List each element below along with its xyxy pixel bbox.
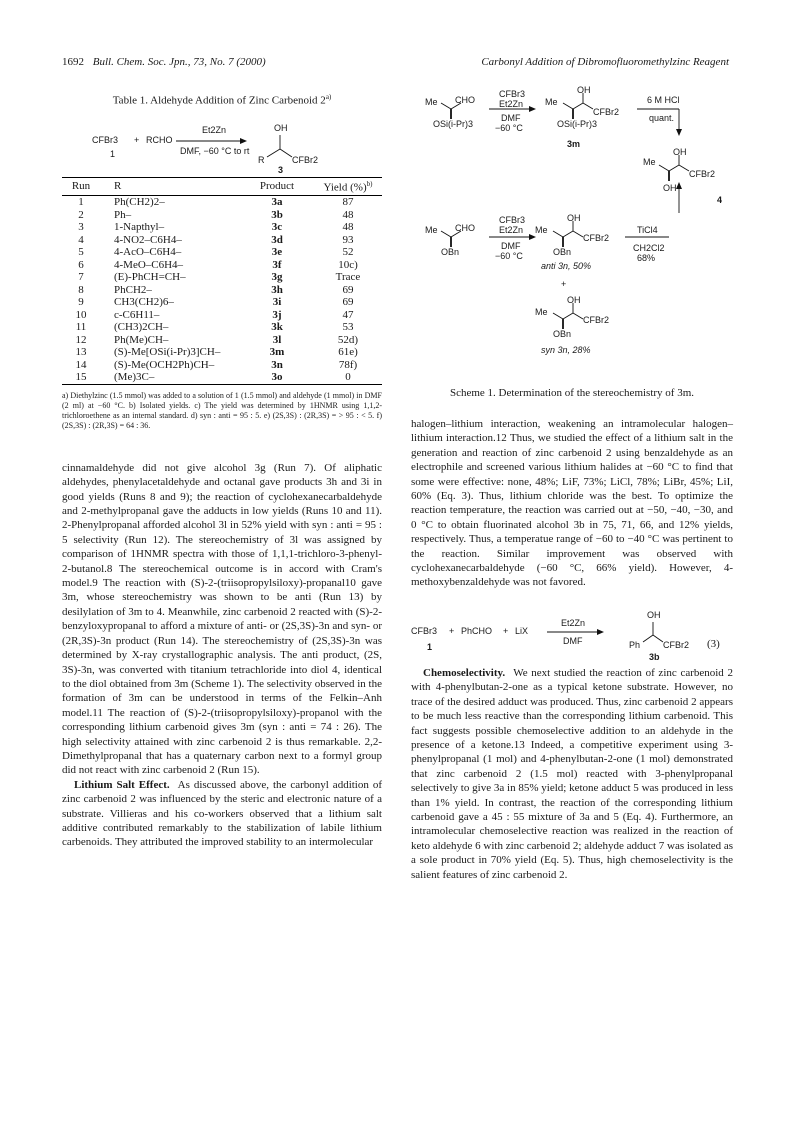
- anti-group: CFBr2: [583, 233, 610, 243]
- cell-r: (Me)3C–: [114, 371, 155, 384]
- cell-r: PhCH2–: [114, 283, 152, 296]
- s1-osi: OSi(i-Pr)3: [433, 119, 473, 129]
- eq3-above: Et2Zn: [561, 617, 586, 628]
- left-paragraph-2: Lithium Salt Effect. As discussed above, the carbonyl addition of zinc carbenoid 2 was influenced by the steric and electronic nature of a substrate. Villieras and his co-workers observed that a lithium salt additive contributed remarkably to the stabilization of labile lithium carbenoids. They attributed the improved stability to an intermolecular: [62, 778, 382, 849]
- cell-run: 6: [78, 258, 84, 271]
- cell-product: 3k: [271, 321, 283, 334]
- cell-yield: Trace: [335, 271, 361, 284]
- page-number: 1692: [62, 56, 84, 68]
- eq-plus: +: [134, 134, 140, 145]
- cell-product: 3d: [271, 233, 283, 246]
- cell-r: 4-AcO–C6H4–: [114, 246, 182, 259]
- table-row: [62, 246, 382, 259]
- s1-cho: CHO: [455, 95, 475, 105]
- eq-product-number: 3: [278, 164, 284, 175]
- cell-yield: 48: [342, 208, 354, 221]
- s1p-osi: OSi(i-Pr)3: [557, 119, 597, 129]
- cell-run: 2: [78, 208, 84, 221]
- diol-oh2: OH: [663, 183, 677, 193]
- s1-me: Me: [425, 97, 438, 107]
- cell-yield: 48: [342, 221, 354, 234]
- cell-run: 4: [78, 233, 84, 246]
- cell-r: (S)-Me[OSi(i-Pr)3]CH–: [114, 346, 221, 359]
- cell-run: 12: [75, 333, 87, 346]
- cell-product: 3i: [272, 296, 282, 309]
- scheme-caption: Scheme 1. Determination of the stereochemistry of 3m.: [449, 387, 695, 399]
- cell-yield: 93: [342, 233, 354, 246]
- s2-me: Me: [425, 225, 438, 235]
- table-row: [62, 284, 382, 297]
- cell-run: 7: [78, 271, 84, 284]
- cell-run: 15: [75, 371, 87, 384]
- eq3-below: DMF: [563, 635, 583, 646]
- left-column: [62, 85, 382, 850]
- cell-run: 5: [78, 246, 84, 259]
- cell-yield: 53: [342, 321, 354, 334]
- section-heading-chemoselectivity: Chemoselectivity.: [423, 666, 506, 679]
- s1p-group: CFBr2: [593, 107, 620, 117]
- syn-oh: OH: [567, 295, 581, 305]
- right-paragraph-2: Chemoselectivity. We next studied the reaction of zinc carbenoid 2 with 4-phenylbutan-2-one as a typical ketone substrate. However, no trace of the desired adduct was produced. Thus, zinc carbenoid 2 appears to be much less reactive than the corresponding lithium carbenoid. This fact suggests possible chemoselective addition to an aldehyde in the presence of a ketone.13 Indeed, a competitive experiment using 3-phenylpropanal (1 mol) and 4-phenylbutan-2-one (1 mol) demonstrated that zinc carbenoid 2 (1.5 mol) reacted with 3-phenylpropanal selectively to give 3a in 85% yield; ketone adduct 5 was produced in less than 1% yield. In contrast, the reaction of the corresponding lithium carbenoid gave a 45 : 55 mixture of 3a and 5 (Eq. 4). Furthermore, an intramolecular chemoselective reaction was realized in the reaction of keto aldehyde 6 with zinc carbenoid 2; aldehyde adduct 7 was isolated as a sole product in 70% yield (Eq. 5). Thus, high chemoselectivity is the salient features of zinc carbenoid 2.: [411, 666, 733, 881]
- cell-run: 14: [75, 358, 87, 371]
- diol-me: Me: [643, 157, 656, 167]
- eq3-plus2: +: [503, 625, 509, 636]
- eq-above-arrow: Et2Zn: [202, 124, 227, 135]
- table-row: [62, 221, 382, 234]
- cell-yield: 0: [345, 371, 351, 384]
- eq-product-r: R: [258, 154, 265, 165]
- eq3-ph: Ph: [629, 639, 641, 650]
- cell-run: 10: [75, 308, 87, 321]
- data-table: [62, 177, 382, 385]
- right-column: [411, 85, 733, 882]
- table-row: [62, 346, 382, 359]
- scheme-plus: +: [561, 279, 567, 289]
- cell-r: 1-Napthyl–: [114, 221, 165, 234]
- col-header-run: Run: [71, 180, 91, 193]
- table-row: [62, 321, 382, 334]
- cell-yield: 52: [342, 246, 354, 259]
- anti-oh: OH: [567, 213, 581, 223]
- table-row: [62, 271, 382, 284]
- cell-product: 3f: [272, 258, 282, 271]
- cell-yield: 87: [342, 196, 354, 209]
- cell-yield: 69: [342, 283, 354, 296]
- s2-cho: CHO: [455, 223, 475, 233]
- cell-r: 4-MeO–C6H4–: [114, 258, 184, 271]
- cell-run: 13: [75, 346, 87, 359]
- cell-r: (CH3)2CH–: [114, 321, 169, 334]
- cell-yield: 47: [342, 308, 354, 321]
- s1-cond-bot: DMF: [501, 113, 521, 123]
- ticl4-bot: 68%: [637, 253, 656, 263]
- table-row: [62, 234, 382, 247]
- eq-product-oh: OH: [274, 122, 288, 133]
- diol-label: 4: [717, 195, 723, 205]
- anti-label: anti 3n, 50%: [541, 261, 592, 271]
- running-header-left: [62, 56, 266, 68]
- syn-group: CFBr2: [583, 315, 610, 325]
- eq-reagent: CFBr3: [92, 134, 119, 145]
- cell-r: Ph–: [114, 208, 132, 221]
- eq-product-group: CFBr2: [292, 154, 319, 165]
- table-caption: Table 1. Aldehyde Addition of Zinc Carbenoid 2$^{a)}$: [112, 93, 332, 107]
- cell-yield: 69: [342, 296, 354, 309]
- cell-run: 3: [78, 221, 84, 234]
- ticl4-mid: CH2Cl2: [633, 243, 665, 253]
- table-row: [62, 196, 382, 209]
- cell-product: 3a: [271, 196, 283, 209]
- left-paragraph-1: cinnamaldehyde did not give alcohol 3g (Run 7). Of aliphatic aldehydes, phenylacetaldehyde and octanal gave products 3h and 3i in good yields (Runs 8 and 9); the reaction of cyclohexanecarbaldehyde and 2-methylpropanal gave the adducts in low yields (Runs 10 and 11). 2-Phenylpropanal afforded alcohol 3l in 52% yield with syn : anti = 95 : 5 selectivity (Run 12). The stereochemistry of 3l was assigned by comparison of 1HNMR spectra with those of 1,1,1-trichloro-3-phenyl-2-butanol.8 The stereochemical outcome is in accord with Cram's model.9 The reaction with (S)-2-(triisopropylsiloxy)-propanal10 gave 3m, whose stereochemistry was shown to be anti (Run 13) by desilylation of 3m to 4. Meanwhile, zinc carbenoid 2 reacted with (S)-2-benzyloxypropanal to afford a mixture of anti- or (2S,3S)-3n and syn- or (2R,3S)-3n product (Run 14). The stereochemistry of (2S,3S)-3n was determined by X-ray crystallographic analysis. The anti product, (2S, 3S)-3n, was converted with titanium tetrachloride into diol 4, identical to the diol obtained from 3m (Scheme 1). The selectivity observed in the formation of 3m can be understood in terms of the Felkin–Anh model.11 The reaction of (S)-2-(triisopropylsiloxy)-propanol with the corresponding lithium carbenoid gives 3m (syn : anti = 74 : 26). The high selectivity attained with zinc carbenoid 2 is thus remarkable. 2,2-Dimethylpropanal that has a quaternary carbon next to a formyl group did not react with zinc carbenoid 2 (Run 15).: [62, 461, 382, 777]
- cell-r: Ph(CH2)2–: [114, 196, 165, 209]
- cell-r: (S)-Me(OCH2Ph)CH–: [114, 358, 215, 371]
- syn-label: syn 3n, 28%: [541, 345, 591, 355]
- cell-product: 3g: [271, 271, 283, 284]
- cell-product: 3o: [271, 371, 283, 384]
- cell-product: 3l: [272, 333, 282, 346]
- equation-3: [411, 604, 733, 660]
- anti-obn: OBn: [553, 247, 572, 257]
- hcl-top: 6 M HCl: [647, 95, 680, 105]
- col-header-product: Product: [259, 180, 295, 193]
- anti-me: Me: [535, 225, 548, 235]
- table-row: [62, 259, 382, 272]
- eq-reagent-number: 1: [110, 148, 116, 159]
- running-title: Carbonyl Addition of Dibromofluoromethylzinc Reagent: [481, 56, 729, 68]
- s2-cond-mid: Et2Zn: [499, 225, 524, 235]
- cell-run: 1: [78, 196, 84, 209]
- ticl4-top: TiCl4: [637, 225, 658, 235]
- cell-product: 3h: [271, 283, 283, 296]
- s1p-oh: OH: [577, 85, 591, 95]
- cell-product: 3b: [271, 208, 283, 221]
- s2-cond-top: CFBr3: [499, 215, 526, 225]
- section-heading-lithium: Lithium Salt Effect.: [74, 778, 170, 791]
- s1p-label: 3m: [567, 139, 581, 149]
- cell-run: 11: [75, 321, 87, 334]
- eq3-reagent-number: 1: [427, 641, 433, 652]
- eq3-salt: LiX: [515, 625, 529, 636]
- eq3-aldehyde: PhCHO: [461, 625, 493, 636]
- syn-me: Me: [535, 307, 548, 317]
- s1-cond-mid: Et2Zn: [499, 99, 524, 109]
- eq3-bonds: [411, 604, 733, 660]
- right-paragraph-1: halogen–lithium interaction, weakening an intramolecular halogen–lithium interaction.12 Thus, we studied the effect of a lithium salt in the generation and reaction of zinc carbenoid 2 using benzaldehyde as an electrophile and screened various lithium halides at −60 °C to find that some were effective: none, 48%; LiF, 73%; LiCl, 78%; LiBr, 45%; LiI, 60% (Eq. 3). Thus, lithium chloride was the best. To optimize the reaction temperature, the reaction was carried out at −50, −40, −30, and 0 °C to obtain fluorinated alcohol 3b in 75, 71, 66, and 12% yields, respectively. Thus, a temperatue range of −60 to −40 °C was pertinent to the reaction. Similar improvement was observed with cyclohexanecarbaldehyde (−60 °C, 66% yield). However, 4-methoxybenzaldehyde was not favored.: [411, 418, 733, 589]
- cell-r: 4-NO2–C6H4–: [114, 233, 182, 246]
- table-footnote: a) Diethylzinc (1.5 mmol) was added to a solution of 1 (1.5 mmol) and aldehyde (1 mmol) in DMF (2 ml) at −60 °C. b) Isolated yields. c) The yield was determined by 1HNMR using 1,1,2-trichloroethene as an internal standard. d) syn : anti = 95 : 5. e) (2S,3S) : (2R,3S) = > 95 : < 5. f) (2S,3S) : (2R,3S) = 64 : 36.: [62, 390, 382, 430]
- scheme-1: [411, 85, 733, 385]
- col-header-yield: Yield (%)$^{b)}$: [323, 179, 373, 194]
- cell-product: 3m: [269, 346, 285, 359]
- table-equation: [62, 111, 382, 173]
- table-row: [62, 296, 382, 309]
- eq3-group: CFBr2: [663, 639, 690, 650]
- syn-obn: OBn: [553, 329, 572, 339]
- cell-r: Ph(Me)CH–: [114, 333, 169, 346]
- journal-citation: Bull. Chem. Soc. Jpn., 73, No. 7 (2000): [92, 56, 266, 68]
- cell-yield: 61e): [338, 346, 358, 359]
- diol-group: CFBr2: [689, 169, 716, 179]
- eq3-oh: OH: [647, 609, 661, 620]
- cell-product: 3j: [272, 308, 282, 321]
- cell-r: c-C6H11–: [114, 308, 160, 321]
- eq3-plus1: +: [449, 625, 455, 636]
- hcl-bot: quant.: [649, 113, 675, 123]
- table-row: [62, 359, 382, 372]
- table-row: [62, 209, 382, 222]
- s2-obn: OBn: [441, 247, 460, 257]
- eq-substrate: RCHO: [146, 134, 173, 145]
- cell-product: 3e: [271, 246, 283, 259]
- cell-r: (E)-PhCH=CH–: [114, 271, 186, 284]
- cell-product: 3n: [271, 358, 283, 371]
- cell-run: 8: [78, 283, 84, 296]
- s1-cond-top: CFBr3: [499, 89, 526, 99]
- scheme-bonds: [411, 85, 733, 385]
- cell-yield: 78f): [338, 358, 358, 371]
- eq-below-arrow: DMF, −60 °C to rt: [180, 145, 250, 156]
- table-body: [62, 196, 382, 385]
- cell-yield: 52d): [337, 333, 359, 346]
- table-row: [62, 309, 382, 322]
- cell-product: 3c: [271, 221, 283, 234]
- cell-run: 9: [78, 296, 84, 309]
- table-row: [62, 371, 382, 384]
- s1p-me: Me: [545, 97, 558, 107]
- s2-cond-bot: DMF: [501, 241, 521, 251]
- table-header-row: [62, 177, 382, 196]
- eq3-reagent: CFBr3: [411, 625, 438, 636]
- diol-oh1: OH: [673, 147, 687, 157]
- s1-cond-temp: −60 °C: [495, 123, 523, 133]
- cell-r: CH3(CH2)6–: [114, 296, 174, 309]
- col-header-r: R: [114, 180, 122, 193]
- table-row: [62, 334, 382, 347]
- s2-cond-temp: −60 °C: [495, 251, 523, 261]
- eq3-number: (3): [707, 637, 720, 650]
- eq3-product-number: 3b: [649, 651, 660, 662]
- cell-yield: 10c): [338, 258, 358, 271]
